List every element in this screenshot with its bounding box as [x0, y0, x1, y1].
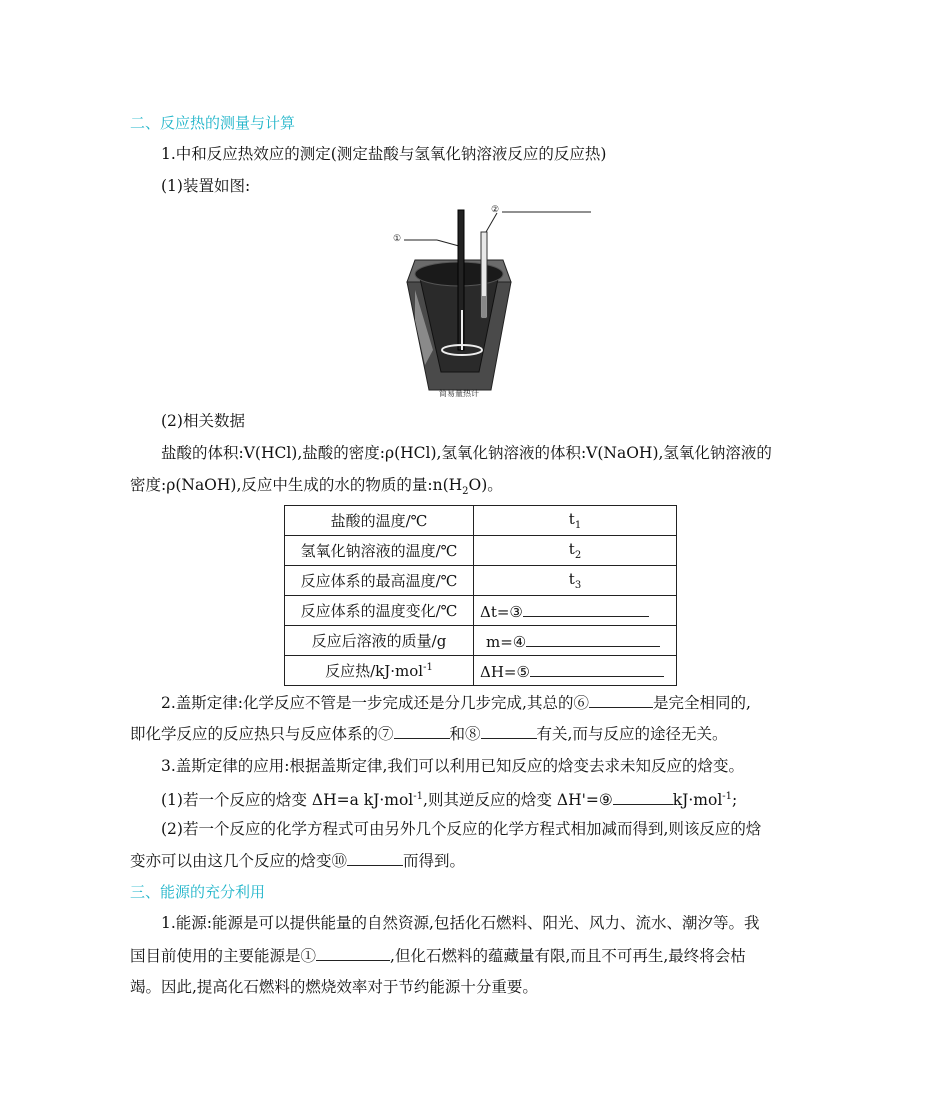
paragraph-hess-3: 3.盖斯定律的应用:根据盖斯定律,我们可以利用已知反应的焓变去求未知反应的焓变。: [161, 757, 744, 775]
answer-blank-4: [526, 631, 660, 647]
paragraph-data-heading: (2)相关数据: [161, 412, 245, 430]
paragraph-energy-1: 1.能源:能源是可以提供能量的自然资源,包括化石燃料、阳光、风力、流水、潮汐等。我: [161, 914, 760, 932]
answer-blank-7: [394, 723, 450, 739]
table-cell: 反应热/kJ·mol$^{-1}$: [285, 656, 474, 686]
table-cell: ΔH=⑤: [474, 656, 677, 686]
paragraph-hess-2: 即化学反应的反应热只与反应体系的⑦ 和⑧ 有关,而与反应的途径无关。: [130, 725, 728, 743]
table-row: [285, 536, 677, 566]
table-row: [285, 656, 677, 686]
label-2: ②: [491, 205, 500, 215]
table-cell: 盐酸的温度/℃: [285, 506, 474, 536]
figure-caption: 简易量热计: [439, 389, 479, 398]
answer-blank-5: [530, 661, 664, 677]
answer-blank-9: [613, 789, 673, 805]
table-cell: m=④: [474, 626, 677, 656]
paragraph-data-2: 密度:ρ(NaOH),反应中生成的水的物质的量$:n(H_2O)$。: [130, 476, 503, 498]
table-row: [285, 626, 677, 656]
table-cell: $t_2$: [474, 536, 677, 566]
table-row: [285, 596, 677, 626]
table-cell: 反应体系的最高温度/℃: [285, 566, 474, 596]
table-row: [285, 566, 677, 596]
table-cell: $t_1$: [474, 506, 677, 536]
calorimeter-figure: [385, 200, 595, 400]
table-cell: Δt=③: [474, 596, 677, 626]
table-cell: 氢氧化钠溶液的温度/℃: [285, 536, 474, 566]
table-cell: 反应后溶液的质量/g: [285, 626, 474, 656]
label-1: ①: [393, 234, 402, 244]
table-row: [285, 506, 677, 536]
table-cell: 反应体系的温度变化/℃: [285, 596, 474, 626]
section-heading-3: 三、能源的充分利用: [130, 883, 266, 901]
answer-blank-3: [523, 601, 649, 617]
paragraph-energy-2: 国目前使用的主要能源是① ,但化石燃料的蕴藏量有限,而且不可再生,最终将会枯: [130, 947, 746, 965]
paragraph-application-2: (2)若一个反应的化学方程式可由另外几个反应的化学方程式相加减而得到,则该反应的焓: [161, 820, 762, 838]
paragraph-energy-3: 竭。因此,提高化石燃料的燃烧效率对于节约能源十分重要。: [130, 978, 538, 996]
section-heading-2: 二、反应热的测量与计算: [130, 114, 296, 132]
answer-blank-8: [481, 723, 537, 739]
paragraph-application-1: (1)若一个反应的焓变 ΔH=a kJ·mol$^{-1}$,则其逆反应的焓变 ΔH'=⑨ kJ·mol$^{-1}$;: [161, 791, 738, 810]
answer-blank-6: [589, 692, 653, 708]
paragraph-data-1: 盐酸的体积:V(HCl),盐酸的密度:ρ(HCl),氢氧化钠溶液的体积:V(NaOH),氢氧化钠溶液的: [161, 444, 772, 462]
table-cell: $t_3$: [474, 566, 677, 596]
paragraph-hess-1: 2.盖斯定律:化学反应不管是一步完成还是分几步完成,其总的⑥ 是完全相同的,: [161, 694, 751, 712]
data-table: [284, 505, 677, 686]
answer-blank-10: [347, 850, 403, 866]
paragraph-apparatus: (1)装置如图:: [161, 177, 251, 195]
paragraph-application-3: 变亦可以由这几个反应的焓变⑩ 而得到。: [130, 852, 466, 870]
paragraph-neutralization: 1.中和反应热效应的测定(测定盐酸与氢氧化钠溶液反应的反应热): [161, 145, 607, 163]
answer-blank-e1: [316, 945, 390, 961]
